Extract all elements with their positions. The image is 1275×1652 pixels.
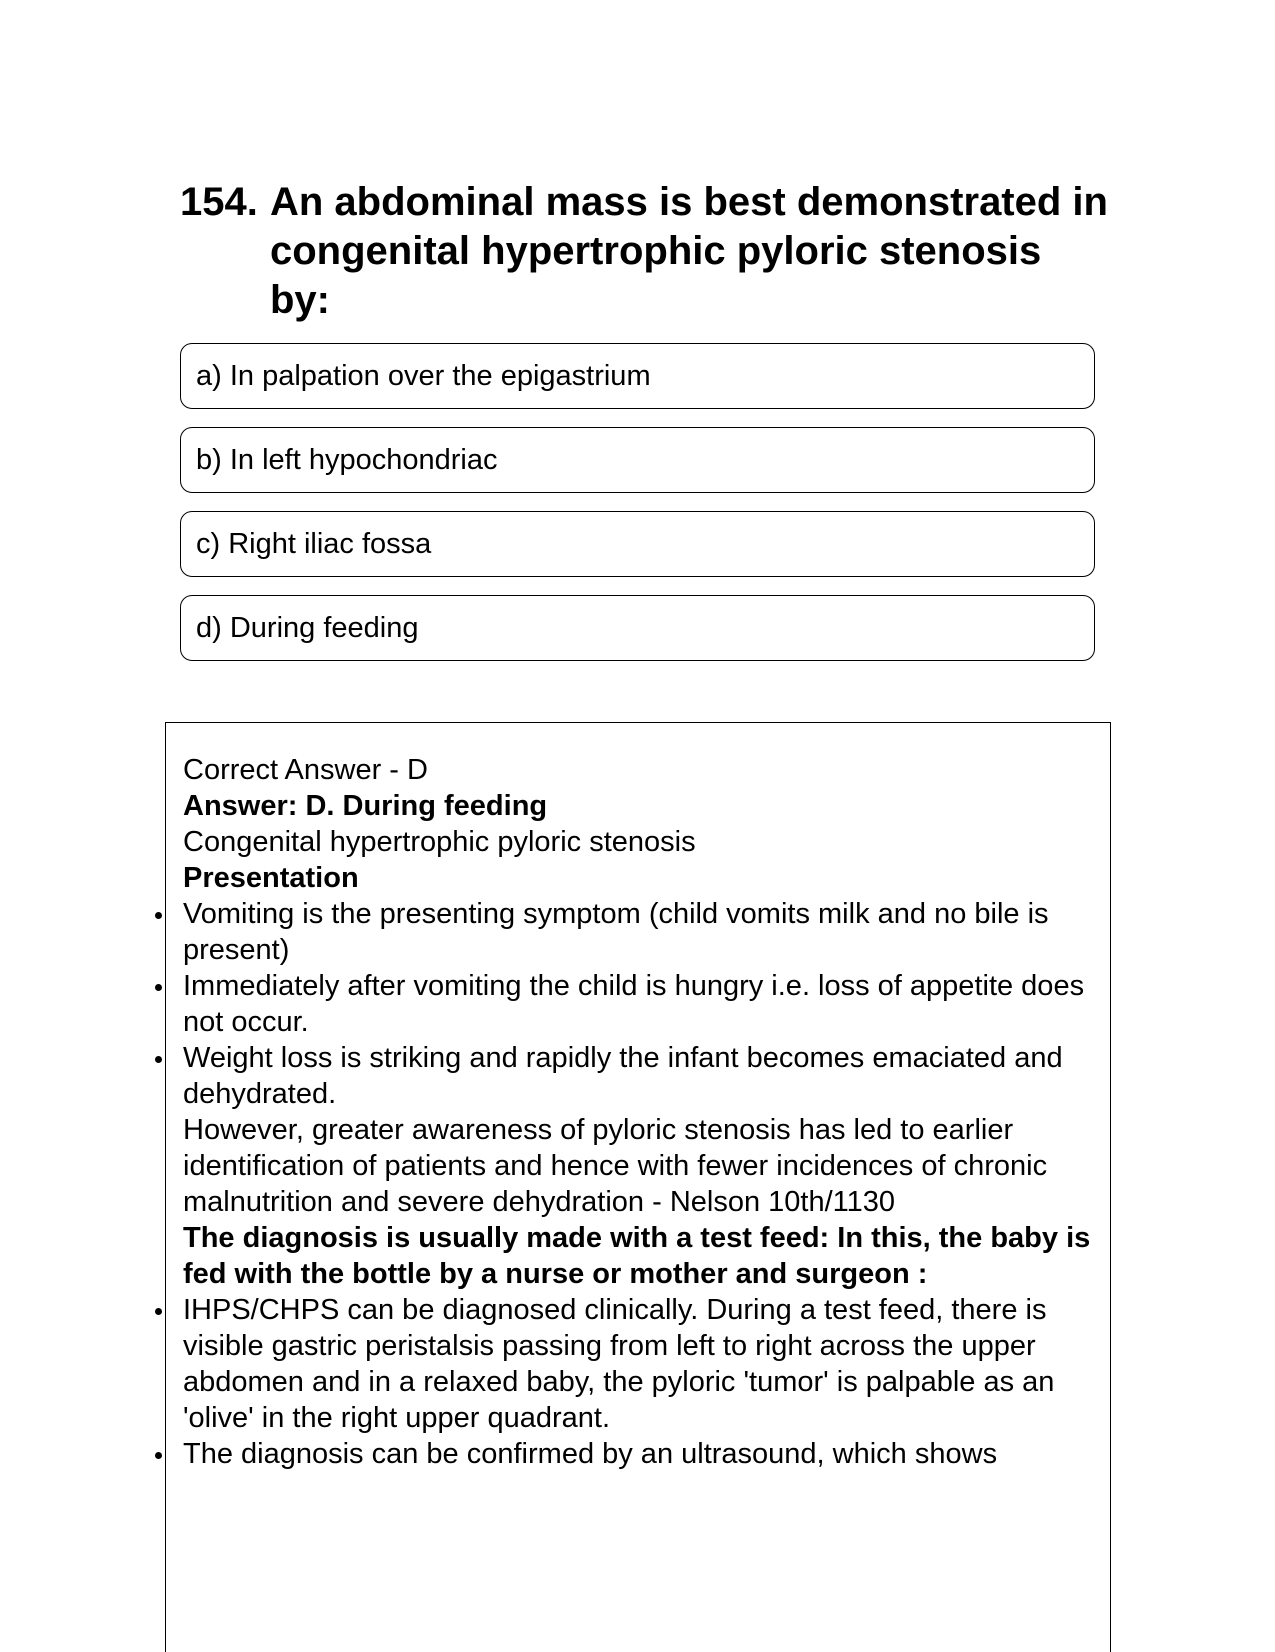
answer-heading: Answer: D. During feeding <box>183 790 548 822</box>
option-a-label: a) In palpation over the epigastrium <box>196 359 651 392</box>
presentation-bullet: Immediately after vomiting the child is hungry i.e. loss of appetite does not occur. <box>183 968 1098 1040</box>
option-c[interactable] <box>180 511 1095 577</box>
question-heading <box>180 178 1110 325</box>
answer-explanation-box <box>165 722 1111 1652</box>
diagnosis-bullet: The diagnosis can be confirmed by an ultrasound, which shows <box>183 1436 1098 1472</box>
presentation-bullet: Weight loss is striking and rapidly the infant becomes emaciated and dehydrated. <box>183 1040 1098 1112</box>
diagnosis-heading: The diagnosis is usually made with a test feed: In this, the baby is fed with the bottle by a nurse or mother and surgeon : <box>183 1222 1091 1290</box>
option-d-label: d) During feeding <box>196 611 419 644</box>
option-a[interactable] <box>180 343 1095 409</box>
question-number: 154. <box>180 180 258 224</box>
option-b-label: b) In left hypochondriac <box>196 443 498 476</box>
answer-topic: Congenital hypertrophic pyloric stenosis <box>183 826 696 858</box>
option-d[interactable] <box>180 595 1095 661</box>
option-b[interactable] <box>180 427 1095 493</box>
however-paragraph: However, greater awareness of pyloric stenosis has led to earlier identification of patients and hence with fewer incidences of chronic malnutrition and severe dehydration - Nelson 10th/1130 <box>183 1114 1048 1218</box>
correct-answer: Correct Answer - D <box>183 754 428 786</box>
answer-content <box>183 752 1098 1472</box>
option-c-label: c) Right iliac fossa <box>196 527 432 560</box>
presentation-bullet: Vomiting is the presenting symptom (child vomits milk and no bile is present) <box>183 896 1098 968</box>
diagnosis-bullet: IHPS/CHPS can be diagnosed clinically. During a test feed, there is visible gastric peristalsis passing from left to right across the upper abdomen and in a relaxed baby, the pyloric 'tumor' is palpable as an 'olive' in the right upper quadrant. <box>183 1292 1098 1436</box>
presentation-heading: Presentation <box>183 862 359 894</box>
question-text: An abdominal mass is best demonstrated in congenital hypertrophic pyloric stenosis by: <box>270 180 1108 322</box>
